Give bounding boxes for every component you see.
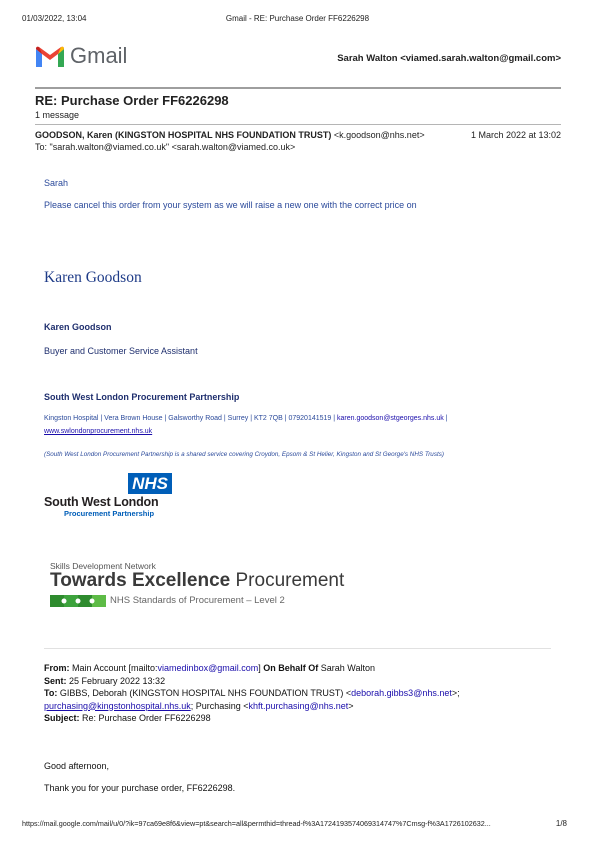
excellence-light: Procurement (230, 570, 345, 591)
sender-name: GOODSON, Karen (KINGSTON HOSPITAL NHS FOUNDATION TRUST) (35, 130, 332, 140)
thread-subject: RE: Purchase Order FF6226298 (35, 93, 229, 108)
quoted-sent: Sent: 25 February 2022 13:32 (44, 675, 166, 686)
excellence-bold: Towards Excellence (50, 570, 231, 591)
print-title: Gmail - RE: Purchase Order FF6226298 (225, 14, 370, 23)
page-number: 1/8 (555, 819, 567, 828)
excellence-top: Skills Development Network (50, 561, 156, 571)
quoted-from-link[interactable]: viamedinbox@gmail.com (157, 663, 259, 673)
signature-script-name: Karen Goodson (44, 269, 142, 286)
quoted-headers (44, 662, 564, 725)
website-link[interactable]: www.swlondonprocurement.nhs.uk (44, 428, 153, 435)
disclaimer: (South West London Procurement Partnership is a shared service covering Croydon, Epsom & St Helier, Kingston and St George's NHS Trusts) (44, 451, 444, 458)
signature-name: Karen Goodson (44, 322, 112, 332)
signature-role: Buyer and Customer Service Assistant (44, 346, 198, 356)
account-name: Sarah Walton <viamed.sarah.walton@gmail.com> (337, 53, 561, 64)
quote-divider (44, 648, 551, 649)
quoted-to: To: GIBBS, Deborah (KINGSTON HOSPITAL NHS FOUNDATION TRUST) <deborah.gibbs3@nhs.net>; (44, 688, 460, 698)
signature-address (44, 415, 564, 422)
print-url: https://mail.google.com/mail/u/0/?ik=97ca69e8f6&view=pt&search=all&permthid=thread-f%3A1724193574069314747%7Cmsg-f%3A1726102632... (22, 819, 491, 828)
sender-email[interactable]: <k.goodson@nhs.net> (333, 130, 425, 140)
quoted-to-link-2[interactable]: purchasing@kingstonhospital.nhs.uk (44, 700, 191, 711)
nhs-badge: NHS (128, 473, 172, 494)
gmail-logo[interactable] (35, 43, 127, 69)
greeting: Sarah (44, 178, 69, 188)
message-count: 1 message (35, 110, 80, 120)
nhs-region: South West London (44, 495, 159, 509)
quoted-to-link-1[interactable]: deborah.gibbs3@nhs.net (351, 688, 452, 698)
gmail-m-icon (35, 45, 65, 68)
nhs-partnership: Procurement Partnership (64, 509, 155, 518)
puzzle-icon (50, 593, 106, 608)
quoted-to-cont: purchasing@kingstonhospital.nhs.uk; Purchasing <khft.purchasing@nhs.net> (44, 700, 354, 711)
quoted-line: Thank you for your purchase order, FF6226298. (44, 783, 236, 793)
quoted-to-link-3[interactable]: khft.purchasing@nhs.net (248, 700, 349, 711)
excellence-logo (50, 561, 344, 608)
quoted-greeting: Good afternoon, (44, 761, 110, 771)
quoted-subject: Subject: Re: Purchase Order FF6226298 (44, 713, 211, 723)
subject-divider (35, 124, 561, 125)
address-text: Kingston Hospital | Vera Brown House | Galsworthy Road | Surrey | KT2 7QB | 07920141519 | (44, 415, 338, 422)
address-email-link[interactable]: karen.goodson@stgeorges.nhs.uk (337, 415, 444, 422)
header-divider (35, 87, 561, 89)
address-end: | (443, 415, 448, 422)
message-date: 1 March 2022 at 13:02 (470, 130, 561, 140)
excellence-title (50, 570, 344, 592)
print-datetime: 01/03/2022, 13:04 (22, 14, 87, 23)
message-to: To: "sarah.walton@viamed.co.uk" <sarah.walton@viamed.co.uk> (35, 142, 296, 152)
nhs-logo (44, 473, 174, 518)
signature-org: South West London Procurement Partnership (44, 392, 240, 402)
quoted-from: From: Main Account [mailto:viamedinbox@gmail.com] On Behalf Of Sarah Walton (44, 663, 375, 673)
body-text: Please cancel this order from your system as we will raise a new one with the correct price on (44, 200, 417, 210)
excellence-sub: NHS Standards of Procurement – Level 2 (110, 595, 285, 606)
gmail-wordmark: Gmail (70, 43, 128, 68)
